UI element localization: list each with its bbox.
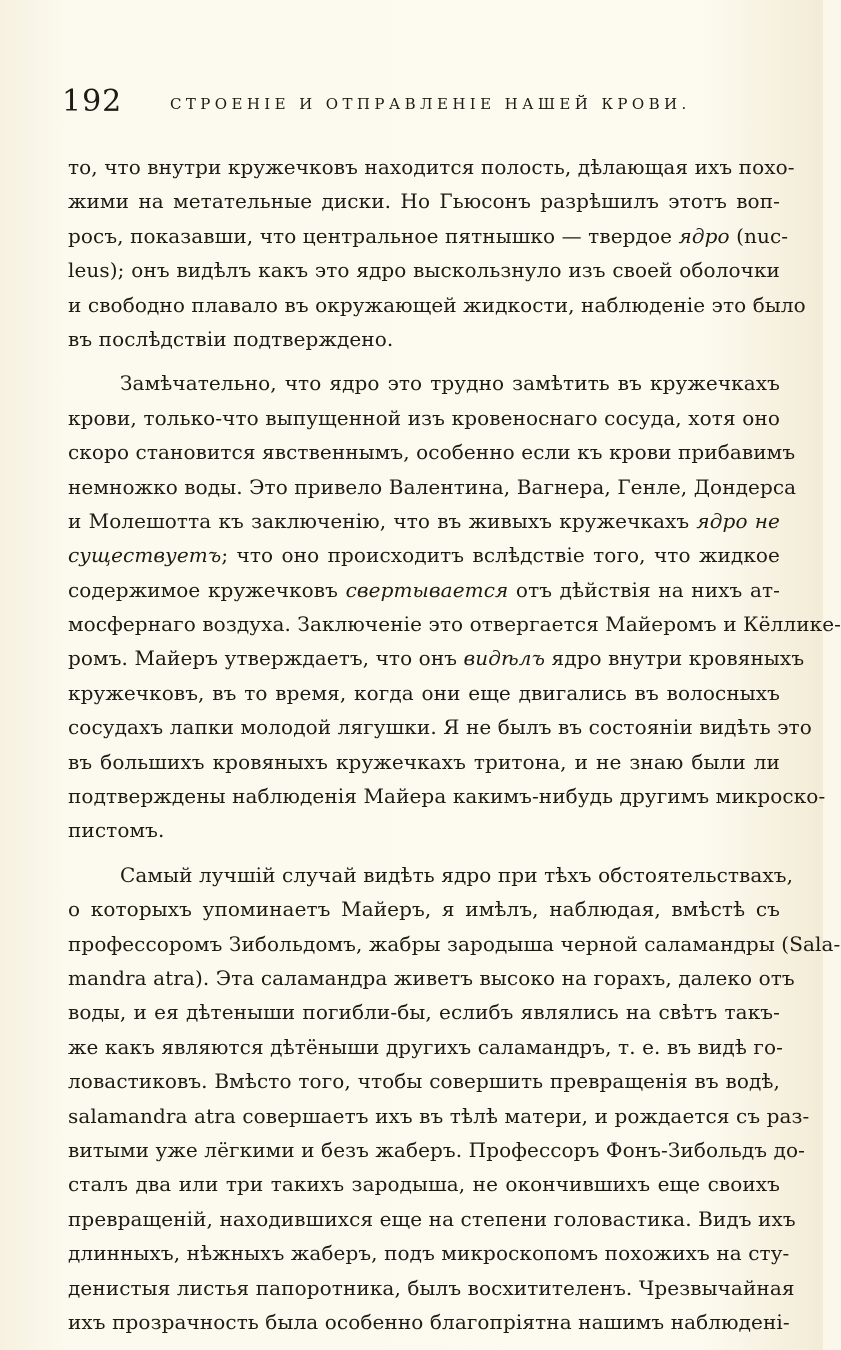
paragraph-gap [68,848,780,858]
text-segment: ромъ. Майеръ утверждаетъ, что онъ [68,646,464,671]
text-segment: пистомъ. [68,818,165,843]
text-line [68,1030,784,1064]
paragraph-gap [68,356,780,366]
text-line [68,1202,796,1236]
text-line [68,1064,780,1098]
page-number: 192 [62,84,123,119]
text-segment: ; что оно происходитъ вслѣдствіе того, что жидкое [221,543,780,568]
text-line [68,322,780,356]
text-line [68,1271,795,1305]
text-line [68,253,780,287]
text-line [68,184,780,218]
text-line [68,150,795,184]
italic-text: видѣлъ [463,646,546,671]
text-segment: mandra atra). Эта саламандра живетъ высоко на горахъ, далеко отъ [68,965,795,990]
text-segment: кружечковъ, въ то время, когда они еще двигались въ волосныхъ [68,680,780,705]
text-line [68,219,789,253]
text-segment: Замѣчательно, что ядро это трудно замѣтить въ кружечкахъ [120,371,780,396]
text-line [68,892,780,926]
text-segment: Самый лучшій случай видѣть ядро при тѣхъ обстоятельствахъ, [120,862,794,887]
text-segment: о которыхъ упоминаетъ Майеръ, я имѣлъ, наблюдая, вмѣстѣ съ [68,897,780,922]
text-segment: воды, и ея дѣтеныши погибли-бы, еслибъ являлись на свѣтъ такъ- [68,1000,780,1025]
italic-text: ядро [678,223,730,248]
text-segment: длинныхъ, нѣжныхъ жаберъ, подъ микроскопомъ похожихъ на сту- [68,1241,790,1266]
text-segment: въ большихъ кровяныхъ кружечкахъ тритона, и не знаю были ли [68,749,780,774]
text-segment: профессоромъ Зибольдомъ, жабры зародыша черной саламандры (Sala- [68,931,841,956]
text-line [68,641,805,675]
text-line [68,366,780,400]
text-segment: ловастиковъ. Вмѣсто того, чтобы совершить превращенія въ водѣ, [68,1069,780,1094]
text-segment: отъ дѣйствія на нихъ ат- [508,577,781,602]
text-line [68,573,780,607]
text-segment: скоро становится явственнымъ, особенно если къ крови прибавимъ [68,440,796,465]
text-line [68,858,794,892]
text-line [68,745,780,779]
text-line [68,1099,810,1133]
text-segment: крови, только-что выпущенной изъ кровеноснаго сосуда, хотя оно [68,405,780,430]
text-segment: жими на метательные диски. Но Гьюсонъ разрѣшилъ этотъ воп- [68,189,780,214]
text-segment: превращеній, находившихся еще на степени головастика. Видъ ихъ [68,1206,796,1231]
italic-text: свертывается [345,577,509,602]
text-line [68,927,841,961]
paragraph [68,858,841,1339]
text-line [68,1133,806,1167]
text-line [68,538,780,572]
text-line [68,435,796,469]
text-line [68,779,826,813]
body-text [68,150,841,1339]
text-segment: въ послѣдствіи подтверждено. [68,326,394,351]
text-line [68,607,841,641]
text-line [68,1236,790,1270]
text-segment: ихъ прозрачность была особенно благопріятна нашимъ наблюдені- [68,1309,790,1334]
text-segment: подтверждены наблюденія Майера какимъ-нибудь другимъ микроско- [68,784,826,809]
text-segment: и свободно плавало въ окружающей жидкости, наблюденіе это было [68,292,806,317]
text-line [68,288,806,322]
text-segment: денистыя листья папоротника, былъ восхитителенъ. Чрезвычайная [68,1275,795,1300]
text-line [68,676,780,710]
text-segment: (nuc- [729,223,789,248]
text-line [68,470,797,504]
italic-text: существуетъ [68,543,222,568]
text-segment: сосудахъ лапки молодой лягушки. Я не былъ въ состояніи видѣть это [68,715,812,740]
text-segment: содержимое кружечковъ [68,577,346,602]
text-segment: росъ, показавши, что центральное пятнышко — твердое [68,223,679,248]
text-line [68,813,780,847]
text-segment: и Молешотта къ заключенію, что въ живыхъ кружечкахъ [68,508,697,533]
text-segment: ядро внутри кровяныхъ [545,646,805,671]
text-segment: сталъ два или три такихъ зародыша, не окончившихъ еще своихъ [68,1172,780,1197]
text-line [68,710,812,744]
italic-text: ядро не [696,508,780,533]
text-line [68,1305,790,1339]
text-line [68,1167,780,1201]
text-line [68,995,780,1029]
text-segment: salamandra atra совершаетъ ихъ въ тѣлѣ матери, и рождается съ раз- [68,1103,810,1128]
text-segment: leus); онъ видѣлъ какъ это ядро выскользнуло изъ своей оболочки [68,258,780,283]
text-line [68,401,780,435]
running-head: СТРОЕНІЕ И ОТПРАВЛЕНІЕ НАШЕЙ КРОВИ. [170,95,691,113]
paragraph [68,150,806,356]
text-segment: витыми уже лёгкими и безъ жаберъ. Профессоръ Фонъ-Зибольдъ до- [68,1137,806,1162]
text-segment: то, что внутри кружечковъ находится полость, дѣлающая ихъ похо- [68,155,795,179]
text-segment: же какъ являются дѣтёныши другихъ саламандръ, т. е. въ видѣ го- [68,1034,784,1059]
text-segment: немножко воды. Это привело Валентина, Вагнера, Генле, Дондерса [68,474,797,499]
paragraph [68,366,841,847]
page-header [62,86,762,118]
text-line [68,504,780,538]
text-segment: мосфернаго воздуха. Заключеніе это отвергается Майеромъ и Кёллике- [68,612,841,637]
text-line [68,961,795,995]
